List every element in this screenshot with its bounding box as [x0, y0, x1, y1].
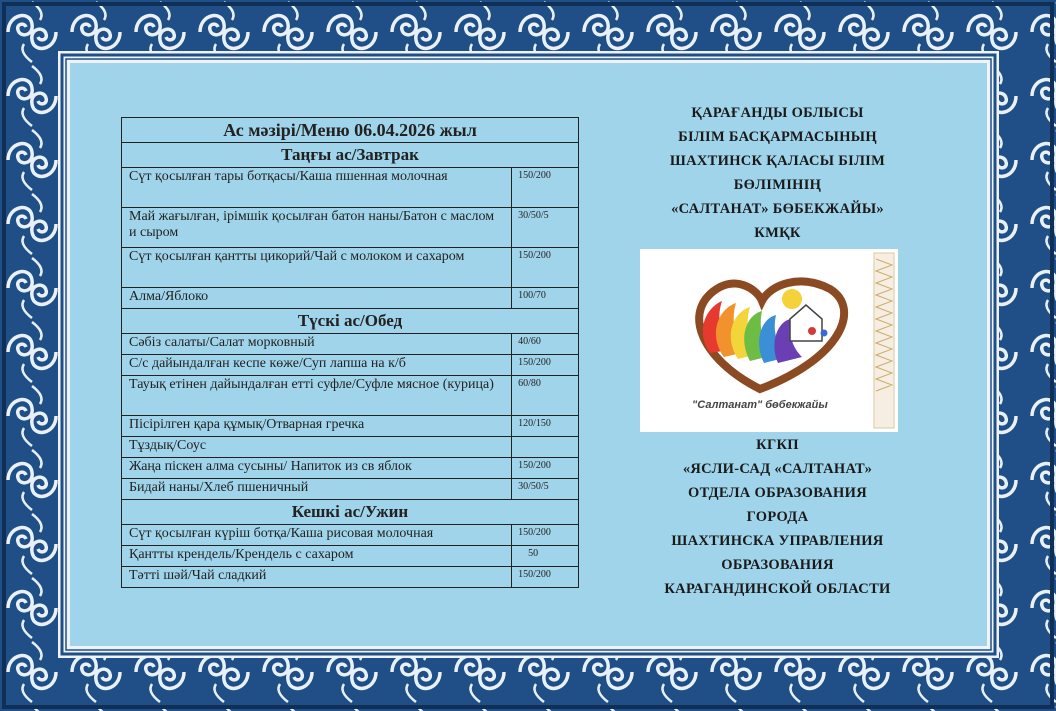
dish-portion: 150/200 — [512, 525, 579, 546]
dish-portion: 30/50/5 — [512, 208, 579, 248]
dish-portion: 150/200 — [512, 355, 579, 376]
org-ru-line: ГОРОДА — [746, 509, 809, 525]
dish-portion: 150/200 — [512, 567, 579, 588]
dish-name: Пісірілген қара құмық/Отварная гречка — [122, 416, 512, 437]
dish-portion: 150/200 — [512, 458, 579, 479]
table-row — [122, 248, 579, 288]
dish-name: Тауық етінен дайындалған етті суфле/Суфле мясное (курица) — [122, 376, 512, 416]
dish-portion: 150/200 — [512, 168, 579, 208]
dish-name: Сәбіз салаты/Салат морковный — [122, 334, 512, 355]
table-row — [122, 208, 579, 248]
org-ru-line: ОБРАЗОВАНИЯ — [721, 557, 834, 573]
kindergarten-logo — [640, 249, 898, 432]
menu-title: Ас мәзірі/Меню 06.04.2026 жыл — [122, 118, 579, 143]
org-ru-line: КАРАГАНДИНСКОЙ ОБЛАСТИ — [664, 581, 891, 597]
table-row — [122, 437, 579, 458]
dish-portion: 50 — [512, 546, 579, 567]
org-ru-line: «ЯСЛИ-САД «САЛТАНАТ» — [682, 461, 873, 477]
dish-name: Сүт қосылған күріш ботқа/Каша рисовая молочная — [122, 525, 512, 546]
dish-name: Тәтті шәй/Чай сладкий — [122, 567, 512, 588]
table-row — [122, 546, 579, 567]
org-ru-line: ОТДЕЛА ОБРАЗОВАНИЯ — [688, 485, 867, 501]
org-kz-line: ҚАРАҒАНДЫ ОБЛЫСЫ — [691, 105, 864, 121]
dish-portion: 150/200 — [512, 248, 579, 288]
table-row — [122, 168, 579, 208]
dish-name: Сүт қосылған қантты цикорий/Чай с молоком и сахаром — [122, 248, 512, 288]
table-row — [122, 355, 579, 376]
table-row — [122, 525, 579, 546]
dish-name: Жаңа піскен алма сусыны/ Напиток из св яблок — [122, 458, 512, 479]
dish-name: Тұздық/Соус — [122, 437, 512, 458]
table-row — [122, 376, 579, 416]
table-row — [122, 334, 579, 355]
org-kz-line: КМҚК — [754, 225, 801, 241]
org-kz-line: БІЛІМ БАСҚАРМАСЫНЫҢ — [678, 129, 877, 145]
logo-caption: "Салтанат" бөбекжайы — [692, 399, 828, 411]
organization-name-kazakh — [620, 101, 935, 245]
dish-name: Қантты крендель/Крендель с сахаром — [122, 546, 512, 567]
org-kz-line: ШАХТИНСК ҚАЛАСЫ БІЛІМ — [669, 153, 886, 169]
dish-name: Алма/Яблоко — [122, 288, 512, 309]
breakfast-header: Таңғы ас/Завтрак — [122, 143, 579, 168]
dish-name: С/с дайындалған кеспе көже/Суп лапша на к/б — [122, 355, 512, 376]
dish-name: Бидай наны/Хлеб пшеничный — [122, 479, 512, 500]
dish-name: Сүт қосылған тары ботқасы/Каша пшенная молочная — [122, 168, 512, 208]
menu-table — [121, 117, 579, 588]
table-row — [122, 479, 579, 500]
table-row — [122, 458, 579, 479]
dish-portion: 120/150 — [512, 416, 579, 437]
org-kz-line: БӨЛІМІНІҢ — [733, 177, 822, 193]
table-row — [122, 567, 579, 588]
org-ru-line: КГКП — [756, 437, 799, 453]
table-row — [122, 288, 579, 309]
dish-portion: 60/80 — [512, 376, 579, 416]
org-kz-line: «САЛТАНАТ» БӨБЕКЖАЙЫ» — [671, 201, 884, 217]
dish-portion: 100/70 — [512, 288, 579, 309]
dish-portion: 40/60 — [512, 334, 579, 355]
dinner-header: Кешкі ас/Ужин — [122, 500, 579, 525]
dish-portion — [512, 437, 579, 458]
table-row — [122, 416, 579, 437]
dish-name: Май жағылған, ірімшік қосылған батон наны/Батон с маслом и сыром — [122, 208, 512, 248]
org-ru-line: ШАХТИНСКА УПРАВЛЕНИЯ — [671, 533, 884, 549]
lunch-header: Түскі ас/Обед — [122, 309, 579, 334]
dish-portion: 30/50/5 — [512, 479, 579, 500]
organization-name-russian — [620, 433, 935, 601]
